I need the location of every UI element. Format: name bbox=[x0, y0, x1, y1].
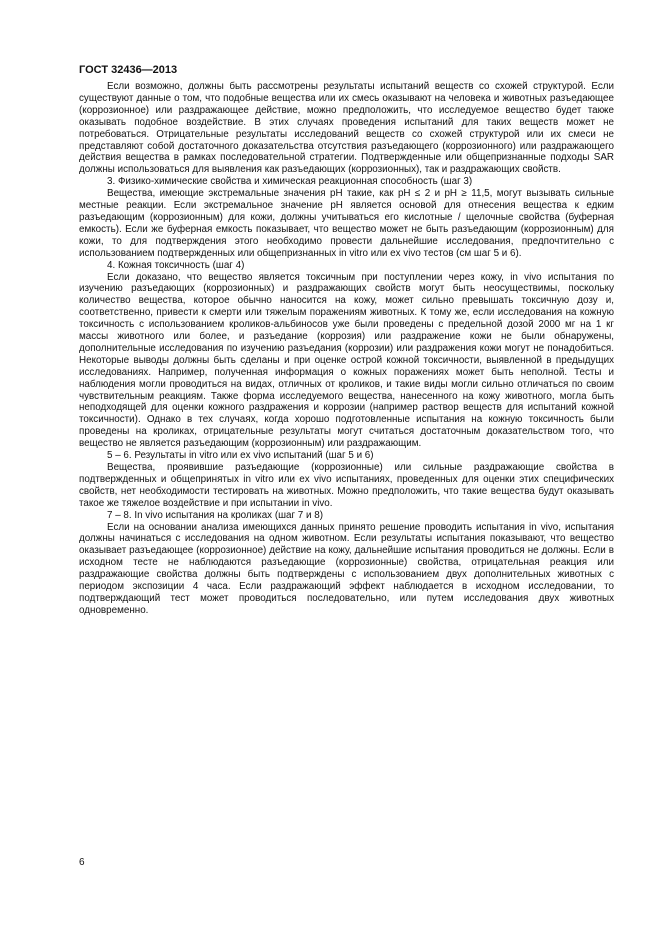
paragraph-ph-values: Вещества, имеющие экстремальные значения pH такие, как pH ≤ 2 и pH ≥ 11,5, могут вызывать сильные местные реакции. Если экстремальное значение pH является основой для отнесения вещества к едким разъедающим (коррозионным) для кожи, должны учитываться его кислотные / щелочные свойства (буферная емкость). Если же буферная емкость показывает, что вещество может не быть разъедающим (коррозионным) для кожи, то для подтверждения этого необходимо провести дальнейшие исследования, предпочтительно с использованием подтвержденных или общепризнанных in vitro или ex vivo тестов (см шаг 5 и 6). bbox=[79, 188, 614, 259]
paragraph-in-vivo: Если на основании анализа имеющихся данных принято решение проводить испытания in vivo, испытания должны начинаться с исследования на одном животном. Если результаты испытания показывают, что вещество оказывает разъедающее (коррозионное) действие на кожу, дальнейшие испытания проводиться не должны. Если в исходном тесте не наблюдаются разъедающие (коррозионные) свойства, отрицательная реакция или раздражающие свойства должны быть подтверждены с использованием двух дополнительных животных с периодом экспозиции 4 часа. Если раздражающий эффект наблюдается в исходном исследовании, то подтверждающий тест может проводиться последовательно, или путем исследования двух животных одновременно. bbox=[79, 521, 614, 616]
paragraph-similar-substances: Если возможно, должны быть рассмотрены результаты испытаний веществ со схожей структурой. Если существуют данные о том, что подобные вещества или их смесь оказывают на человека и животных разъедающее (коррозионное) или раздражающее действие, можно предположить, что исследуемое вещество будет также оказывать подобное воздействие. В этих случаях проведения испытаний для таких веществ может не потребоваться. Отрицательные результаты исследований веществ со схожей структурой или их смеси не представляют собой достаточного доказательства отсутствия разъедающего (коррозионного) или раздражающего действия вещества в рамках последовательной стратегии. Подтвержденные или общепризнанные подходы SAR должны использоваться для выявления как разъедающих (коррозионных), так и раздражающих свойств. bbox=[79, 81, 614, 176]
section-heading-physchem: 3. Физико-химические свойства и химическая реакционная способность (шаг 3) bbox=[107, 176, 473, 188]
page-number: 6 bbox=[79, 857, 85, 868]
paragraph-dermal-toxicity: Если доказано, что вещество является токсичным при поступлении через кожу, in vivo испытания по изучению разъедающих (коррозионных) и раздражающих свойств могут быть неосуществимы, поскольку количество вещества, которое обычно наносится на кожу, может сильно превышать токсичную дозу и, соответственно, привести к смерти или тяжелым поражениям животных. К тому же, если исследования на кожную токсичность с использованием кроликов-альбиносов уже были проведены с предельной дозой 2000 мг на 1 кг массы животного или более, и разъедание (коррозия) или раздражение кожи не были обнаружены, дополнительные исследования по изучению разъедания (коррозии) или раздражения кожи могут не понадобиться. Некоторые выводы должны быть сделаны и при оценке острой кожной токсичности, выявленной в предыдущих исследованиях. Например, полученная информация о кожных поражениях может быть неполной. Тесты и наблюдения могли проводиться на видах, отличных от кроликов, и такие виды могли сильно отличаться по своим чувствительным реакциям. Также форма исследуемого вещества, нанесенного на кожу животного, могла быть неподходящей для оценки кожного раздражения и коррозии (например раствор веществ для испытаний кожной токсичности). Однако в тех случаях, когда хорошо подготовленные испытания на кожную токсичность были проведены на кроликах, отрицательные результаты могут считаться достаточным доказательством того, что вещество не является разъедающим (коррозионным) или раздражающим. bbox=[79, 271, 614, 450]
paragraph-in-vitro: Вещества, проявившие разъедающие (коррозионные) или сильные раздражающие свойства в подтвержденных и общепринятых in vitro или ex vivo испытаниях, проведенных для оценки этих специфических свойств, нет необходимости тестировать на животных. Можно предположить, что такие вещества будут оказывать такое же тяжелое воздействие и при испытании in vivo. bbox=[79, 462, 614, 509]
section-heading-in-vivo: 7 – 8. In vivo испытания на кроликах (шаг 7 и 8) bbox=[107, 509, 324, 521]
document-body bbox=[79, 81, 614, 617]
document-header: ГОСТ 32436—2013 bbox=[79, 64, 178, 76]
section-heading-dermal-toxicity: 4. Кожная токсичность (шаг 4) bbox=[107, 259, 245, 271]
section-heading-in-vitro: 5 – 6. Результаты in vitro или ex vivo испытаний (шаг 5 и 6) bbox=[107, 450, 374, 462]
